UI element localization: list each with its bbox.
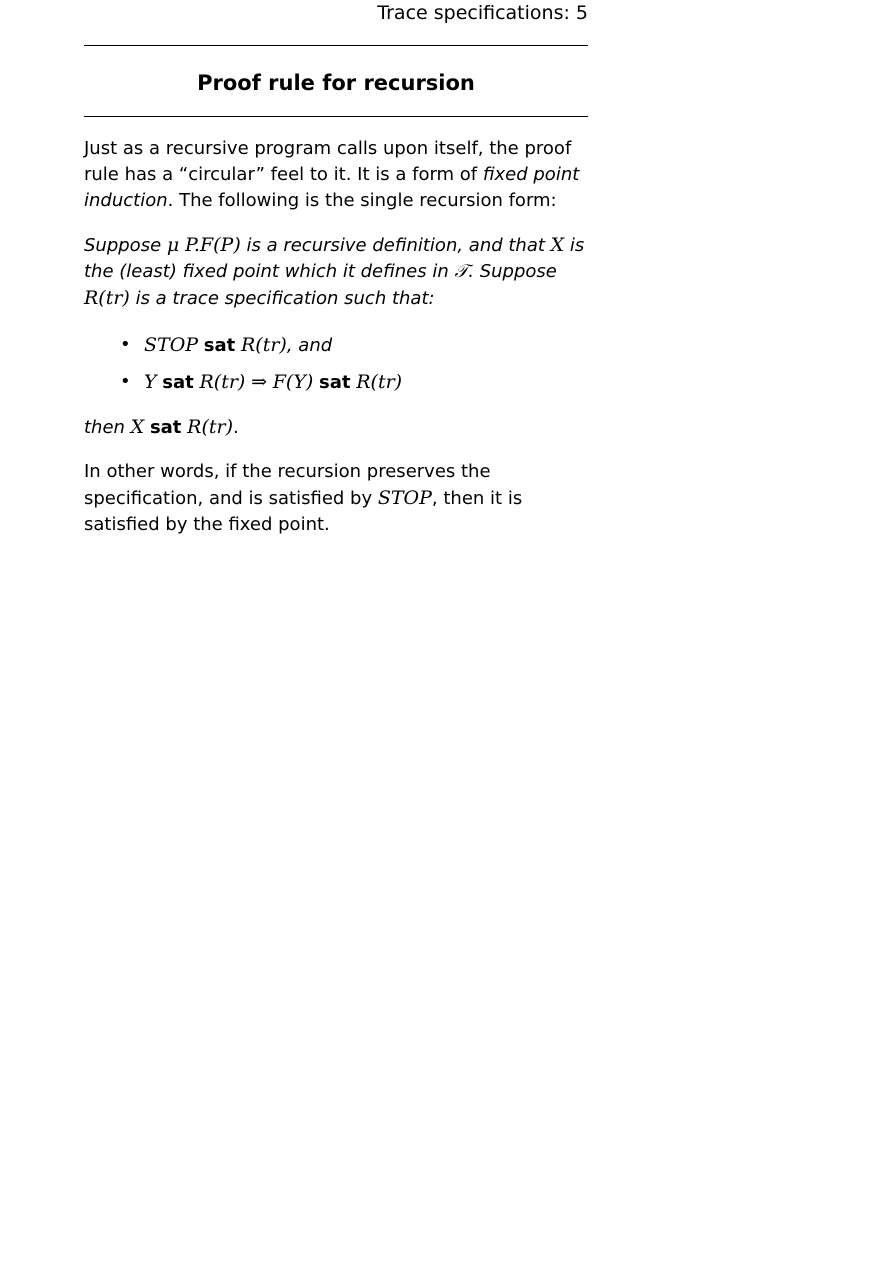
conclusion-period: . <box>233 417 239 438</box>
stop-process: STOP <box>144 334 199 356</box>
condition-and: , and <box>286 335 333 356</box>
summary-paragraph <box>84 459 594 538</box>
condition-induction <box>120 369 594 396</box>
condition-spec: R(tr) <box>199 371 246 393</box>
theorem-t6: is a trace specification such that: <box>129 288 435 309</box>
condition-spec: R(tr) <box>356 371 403 393</box>
sat-keyword: sat <box>149 417 182 438</box>
intro-text-b: . The following is the single recursion form: <box>167 190 557 211</box>
title-rule-bottom <box>84 116 588 117</box>
intro-text-a: Just as a recursive program calls upon itself, the proof rule has a “circular” feel to it. It is a form of <box>84 138 572 185</box>
conclusion-x: X <box>130 416 145 438</box>
body-content <box>84 136 594 538</box>
running-header: Trace specifications: 5 <box>377 2 588 24</box>
conclusion-then: then <box>84 417 131 438</box>
theorem-t3: is a recursive definition, and that <box>240 235 551 256</box>
intro-paragraph <box>84 136 594 214</box>
mu-symbol: μ <box>166 234 180 256</box>
conclusion-spec: R(tr) <box>187 416 233 438</box>
title-rule-top <box>84 45 588 46</box>
summary-stop: STOP <box>377 487 432 509</box>
theorem-t1: Suppose <box>84 235 167 256</box>
condition-spec: R(tr) <box>241 334 287 356</box>
process-y: Y <box>144 371 157 393</box>
sat-keyword: sat <box>203 335 236 356</box>
sat-keyword: sat <box>319 372 351 393</box>
theorem-t5: . Suppose <box>468 261 557 282</box>
implies-symbol: ⇒ <box>251 371 267 393</box>
theorem-t4: is the (least) fixed point which it defines in <box>84 235 585 282</box>
slide-title: Proof rule for recursion <box>197 71 475 95</box>
condition-stop <box>120 332 594 359</box>
conclusion-line <box>84 414 594 441</box>
conditions-list <box>84 332 594 396</box>
intro-emphasis: fixed point induction <box>84 164 580 211</box>
summary-s1: In other words, if the recursion preserves the specification, and is satisfied by <box>84 461 491 509</box>
fixed-point-x: X <box>550 234 565 256</box>
trace-domain: 𝒯 <box>454 261 469 282</box>
summary-s2: , then it is satisfied by the fixed point. <box>84 488 523 535</box>
function-of-y: F(Y) <box>272 371 314 393</box>
trace-spec: R(tr) <box>84 287 130 309</box>
sat-keyword: sat <box>162 372 194 393</box>
theorem-statement <box>84 232 594 312</box>
recursive-definition: P.F(P) <box>184 234 241 256</box>
